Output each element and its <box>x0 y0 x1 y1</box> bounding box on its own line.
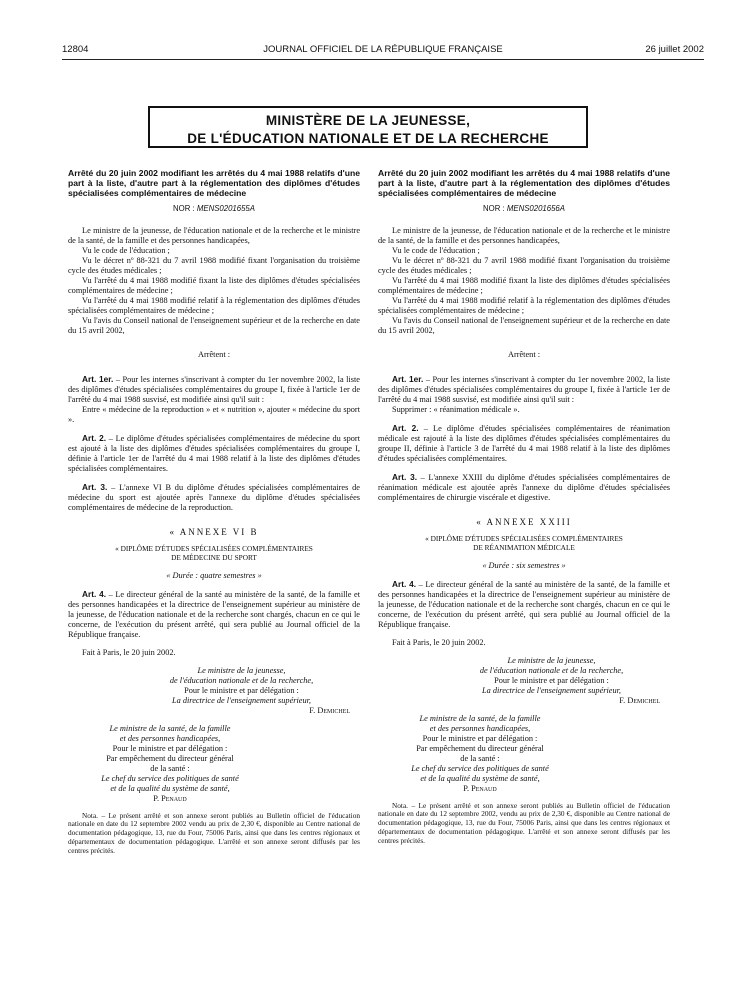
diploma-line-2: DE RÉANIMATION MÉDICALE <box>473 542 575 552</box>
article-2-label: Art. 2. <box>82 433 107 443</box>
vu-5: Vu l'avis du Conseil national de l'enseignement supérieur et de la recherche en date du 15 avril 2002, <box>68 316 360 335</box>
article-1-label: Art. 1er. <box>82 374 114 384</box>
arretent: Arrêtent : <box>197 350 231 359</box>
sig2-line-4: Par empêchement du directeur général <box>106 753 234 763</box>
issue-date: 26 juillet 2002 <box>645 44 704 55</box>
page-header <box>62 44 704 58</box>
article-3-label: Art. 3. <box>82 482 108 492</box>
vu-1: Vu le code de l'éducation ; <box>82 246 170 255</box>
arretent: Arrêtent : <box>507 350 541 359</box>
ministry-line-1: MINISTÈRE DE LA JEUNESSE, <box>265 113 471 128</box>
sig2-line-7: et de la qualité du système de santé, <box>420 773 540 783</box>
vu-3: Vu l'arrêté du 4 mai 1988 modifié fixant la liste des diplômes d'études spécialisées complémentaires de médecine ; <box>378 276 670 295</box>
header-rule <box>62 59 704 60</box>
sig2-line-6: Le chef du service des politiques de santé <box>101 773 239 783</box>
sig-line-2: de l'éducation nationale et de la recherche, <box>479 665 624 675</box>
right-column <box>378 168 670 846</box>
nor-reference <box>68 204 360 214</box>
signature-block-education <box>433 656 670 706</box>
article-2 <box>378 423 670 464</box>
sig-line-4: La directrice de l'enseignement supérieur, <box>481 685 622 695</box>
signed-at: Fait à Paris, le 20 juin 2002. <box>392 637 486 647</box>
sig-name: F. Demichel <box>619 695 660 705</box>
signature-block-health <box>80 724 260 804</box>
nor-code: MENS0201656A <box>506 204 565 213</box>
duration: « Durée : quatre semestres » <box>166 570 262 580</box>
sig2-line-1: Le ministre de la santé, de la famille <box>109 723 231 733</box>
sig2-line-6: Le chef du service des politiques de santé <box>411 763 549 773</box>
sig-line-3: Pour le ministre et par délégation : <box>184 685 299 695</box>
article-4 <box>378 579 670 630</box>
article-4 <box>68 589 360 640</box>
sig2-line-2: et des personnes handicapées, <box>429 723 531 733</box>
article-1-text: – Pour les internes s'inscrivant à compter du 1er novembre 2002, la liste des diplômes d'études spécialisées complémentaires du groupe I, fixée à l'article 1er de l'arrêté du 4 mai 1988 susvisé, est modifiée ainsi qu'il suit : <box>68 375 360 404</box>
annexe-title: « ANNEXE VI B <box>169 527 259 537</box>
nor-reference <box>378 204 670 214</box>
ministry-box <box>148 106 588 148</box>
diploma-line-1: « DIPLÔME D'ÉTUDES SPÉCIALISÉES COMPLÉMENTAIRES <box>425 534 623 543</box>
article-2 <box>68 433 360 474</box>
article-1-amendment: Entre « médecine de la reproduction » et « nutrition », ajouter « médecine du sport ». <box>68 405 360 424</box>
sig2-line-4: Par empêchement du directeur général <box>416 743 544 753</box>
vu-2: Vu le décret nº 88-321 du 7 avril 1988 modifié fixant l'organisation du troisième cycle des études médicales ; <box>68 256 360 275</box>
intro: Le ministre de la jeunesse, de l'éducation nationale et de la recherche et le ministre de la santé, de la famille et des personnes handicapées, <box>378 226 670 245</box>
article-4-label: Art. 4. <box>392 578 417 589</box>
sig-line-3: Pour le ministre et par délégation : <box>494 675 609 685</box>
sig2-line-7: et de la qualité du système de santé, <box>110 783 230 793</box>
article-4-label: Art. 4. <box>82 588 107 599</box>
article-1-text: – Pour les internes s'inscrivant à compter du 1er novembre 2002, la liste des diplômes d'études spécialisées complémentaires du groupe I, fixée à l'article 1er de l'arrêté du 4 mai 1988 susvisé, est modifiée ainsi qu'il suit : <box>378 375 670 404</box>
sig-line-4: La directrice de l'enseignement supérieur, <box>171 695 312 705</box>
page-number: 12804 <box>62 44 89 55</box>
sig-line-2: de l'éducation nationale et de la recherche, <box>169 675 314 685</box>
article-3 <box>68 482 360 513</box>
sig2-name: P. Penaud <box>463 783 497 793</box>
article-1-amendment: Supprimer : « réanimation médicale ». <box>392 405 520 414</box>
nor-label: NOR : <box>173 204 195 213</box>
article-2-text: – Le diplôme d'études spécialisées complémentaires de médecine du sport est ajouté à la liste des diplômes d'études spécialisées complémentaires du groupe I, définie à l'article 1er de l'arrêté du 4 mai 1988 relatif à la liste des diplômes d'études spécialisées complémentaires. <box>68 434 361 473</box>
article-4-text: – Le directeur général de la santé au ministère de la santé, de la famille et des personnes handicapées et la directrice de l'enseignement supérieur au ministère de la jeunesse, de l'éducation nationale et de la recherche sont chargés, chacun en ce qui le concerne, de l'exécution du présent arrêté, qui sera publié au Journal officiel de la République française. <box>68 589 361 639</box>
sig2-line-5: de la santé : <box>150 763 190 773</box>
vu-2: Vu le décret nº 88-321 du 7 avril 1988 modifié fixant l'organisation du troisième cycle des études médicales ; <box>378 256 670 275</box>
nota: Nota. – Le présent arrêté et son annexe seront publiés au Bulletin officiel de l'éducation nationale en date du 12 septembre 2002, vendu au prix de 2,30 €, disponible au Centre national de documentation pédagogique, 13, rue du Four, 75006 Paris, ainsi que dans les centres régionaux et départementaux de documentation pédagogique. L'arrêté et son annexe seront diffusés par les centres précités. <box>378 800 670 845</box>
sig2-line-1: Le ministre de la santé, de la famille <box>419 713 541 723</box>
article-3-text: – L'annexe XXIII du diplôme d'études spécialisées complémentaires de réanimation médicale est ajoutée après l'annexe du diplôme d'études spécialisées complémentaires de chirurgie viscérale et digestive. <box>378 473 671 502</box>
article-1 <box>68 374 360 405</box>
decree-title: Arrêté du 20 juin 2002 modifiant les arrêtés du 4 mai 1988 relatifs d'une part à la liste, d'autre part à la réglementation des diplômes d'études spécialisées complémentaires de médecine <box>378 168 670 198</box>
duration: « Durée : six semestres » <box>482 560 566 570</box>
ministry-line-2: DE L'ÉDUCATION NATIONALE ET DE LA RECHERCHE <box>187 131 549 146</box>
article-3 <box>378 472 670 503</box>
left-column <box>68 168 360 856</box>
sig2-line-5: de la santé : <box>460 753 500 763</box>
sig-name: F. Demichel <box>309 705 350 715</box>
diploma-line-1: « DIPLÔME D'ÉTUDES SPÉCIALISÉES COMPLÉMENTAIRES <box>115 544 313 553</box>
nor-label: NOR : <box>483 204 505 213</box>
vu-4: Vu l'arrêté du 4 mai 1988 modifié relatif à la réglementation des diplômes d'études spécialisées complémentaires de médecine ; <box>68 296 360 315</box>
sig2-name: P. Penaud <box>153 793 187 803</box>
nor-code: MENS0201655A <box>196 204 255 213</box>
vu-4: Vu l'arrêté du 4 mai 1988 modifié relatif à la réglementation des diplômes d'études spécialisées complémentaires de médecine ; <box>378 296 670 315</box>
article-3-text: – L'annexe VI B du diplôme d'études spécialisées complémentaires de médecine du sport est ajoutée après l'annexe du diplôme d'études spécialisées complémentaires de médecine de la reproduction. <box>68 483 360 512</box>
article-4-text: – Le directeur général de la santé au ministère de la santé, de la famille et des personnes handicapées et la directrice de l'enseignement supérieur au ministère de la jeunesse, de l'éducation nationale et de la recherche sont chargés, chacun en ce qui le concerne, de l'exécution du présent arrêté, qui sera publié au Journal officiel de la République française. <box>378 579 671 629</box>
vu-5: Vu l'avis du Conseil national de l'enseignement supérieur et de la recherche en date du 15 avril 2002, <box>378 316 670 335</box>
article-2-label: Art. 2. <box>392 423 419 433</box>
vu-3: Vu l'arrêté du 4 mai 1988 modifié fixant la liste des diplômes d'études spécialisées complémentaires de médecine ; <box>68 276 360 295</box>
nota: Nota. – Le présent arrêté et son annexe seront publiés au Bulletin officiel de l'éducation nationale en date du 12 septembre 2002 vendu au prix de 2,30 €, disponible au Centre national de documentation pédagogique, 13, rue du Four, 75006 Paris, ainsi que dans les centres régionaux et départementaux de documentation pédagogique. L'arrêté et son annexe seront diffusés par les centres précités. <box>68 810 360 855</box>
article-1 <box>378 374 670 405</box>
decree-title: Arrêté du 20 juin 2002 modifiant les arrêtés du 4 mai 1988 relatifs d'une part à la liste, d'autre part à la réglementation des diplômes d'études spécialisées complémentaires de médecine <box>68 168 360 198</box>
signature-block-education <box>123 666 360 716</box>
sig2-line-3: Pour le ministre et par délégation : <box>112 743 228 753</box>
journal-title: JOURNAL OFFICIEL DE LA RÉPUBLIQUE FRANÇAISE <box>263 44 503 55</box>
sig-line-1: Le ministre de la jeunesse, <box>507 655 596 665</box>
signed-at: Fait à Paris, le 20 juin 2002. <box>82 647 176 657</box>
signature-block-health <box>390 714 570 794</box>
vu-1: Vu le code de l'éducation ; <box>392 246 480 255</box>
article-2-text: – Le diplôme d'études spécialisées complémentaires de réanimation médicale est rajouté à la liste des diplômes d'études spécialisées complémentaires du groupe II, définie à l'article 3 de l'arrêté du 4 mai 1988 relatif à la liste des diplômes d'études spécialisées complémentaires. <box>378 424 670 463</box>
sig2-line-2: et des personnes handicapées, <box>119 733 221 743</box>
diploma-line-2: DE MÉDECINE DU SPORT <box>171 552 257 562</box>
sig2-line-3: Pour le ministre et par délégation : <box>422 733 538 743</box>
article-1-label: Art. 1er. <box>392 374 424 384</box>
article-3-label: Art. 3. <box>392 472 418 482</box>
sig-line-1: Le ministre de la jeunesse, <box>197 665 286 675</box>
annexe-title: « ANNEXE XXIII <box>476 517 572 527</box>
intro: Le ministre de la jeunesse, de l'éducation nationale et de la recherche et le ministre de la santé, de la famille et des personnes handicapées, <box>68 226 360 245</box>
